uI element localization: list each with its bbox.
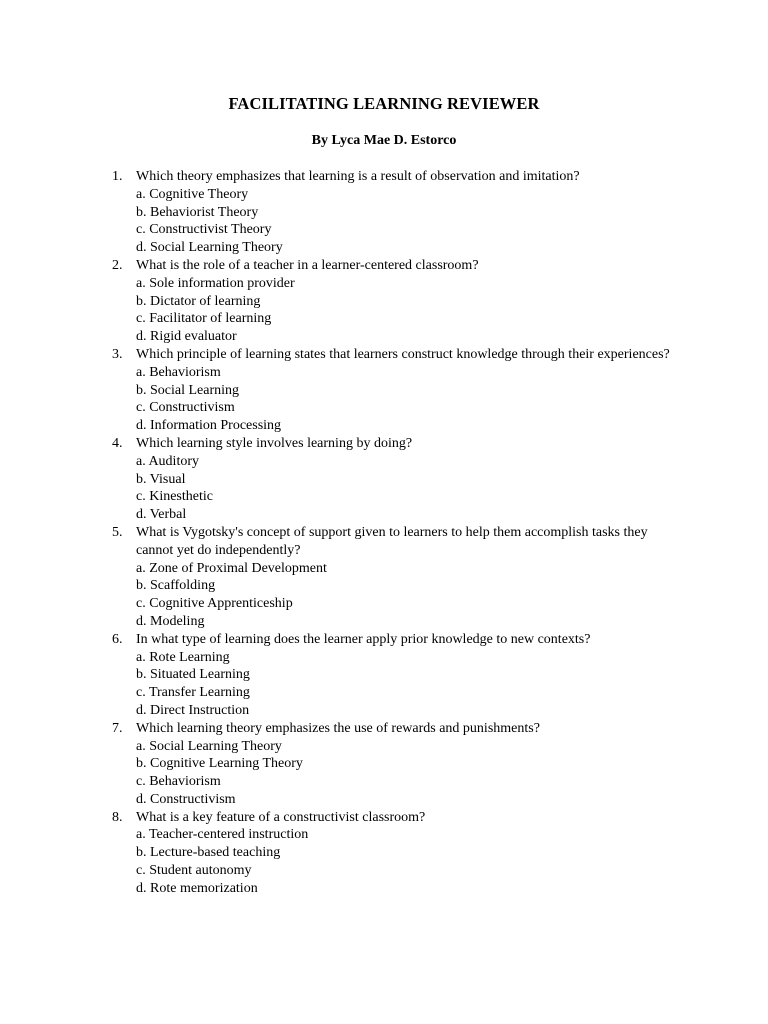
answer-option: d. Constructivism <box>136 791 236 807</box>
question-number: 3. <box>112 346 123 362</box>
answer-option: b. Cognitive Learning Theory <box>136 756 303 772</box>
question-list <box>110 168 670 898</box>
answer-option: b. Lecture-based teaching <box>136 845 281 861</box>
answer-option: a. Social Learning Theory <box>136 738 282 754</box>
answer-option: d. Rigid evaluator <box>136 329 237 345</box>
question-text: What is a key feature of a constructivist classroom? <box>136 809 426 825</box>
answer-option: a. Teacher-centered instruction <box>136 827 309 843</box>
question-text: What is Vygotsky's concept of support given to learners to help them accomplish tasks they cannot yet do independently? <box>136 524 648 558</box>
option-list <box>136 275 670 346</box>
answer-option: a. Cognitive Theory <box>136 186 249 202</box>
answer-option: b. Dictator of learning <box>136 293 261 309</box>
question-text: Which theory emphasizes that learning is a result of observation and imitation? <box>136 169 580 184</box>
question-number: 5. <box>112 524 123 540</box>
option-list <box>136 826 670 897</box>
question-item <box>110 720 670 809</box>
answer-option: a. Behaviorism <box>136 364 221 380</box>
question-text: What is the role of a teacher in a learner-centered classroom? <box>136 257 479 273</box>
answer-option: c. Behaviorism <box>136 774 221 790</box>
option-list <box>136 738 670 809</box>
question-text: Which principle of learning states that learners construct knowledge through their experiences? <box>136 346 670 362</box>
answer-option: d. Rote memorization <box>136 880 258 896</box>
answer-option: a. Sole information provider <box>136 275 295 291</box>
question-item <box>110 257 670 346</box>
option-list <box>136 186 670 257</box>
question-text: Which learning style involves learning by doing? <box>136 435 413 451</box>
option-list <box>136 649 670 720</box>
answer-option: b. Scaffolding <box>136 578 216 594</box>
answer-option: b. Behaviorist Theory <box>136 204 259 220</box>
answer-option: d. Verbal <box>136 507 187 523</box>
document-author: By Lyca Mae D. Estorco <box>311 133 457 148</box>
question-text: Which learning theory emphasizes the use of rewards and punishments? <box>136 720 540 736</box>
question-number: 1. <box>112 169 123 184</box>
option-list <box>136 453 670 524</box>
option-list <box>136 364 670 435</box>
answer-option: c. Facilitator of learning <box>136 311 272 327</box>
question-item <box>110 809 670 898</box>
option-list <box>136 560 670 631</box>
answer-option: b. Visual <box>136 471 186 487</box>
answer-option: d. Social Learning Theory <box>136 240 283 256</box>
answer-option: d. Information Processing <box>136 418 282 434</box>
question-text: In what type of learning does the learner apply prior knowledge to new contexts? <box>136 631 591 647</box>
question-item <box>110 631 670 720</box>
question-number: 2. <box>112 257 123 273</box>
question-item <box>110 524 670 631</box>
answer-option: d. Direct Instruction <box>136 702 250 718</box>
answer-option: c. Kinesthetic <box>136 489 213 505</box>
question-item <box>110 168 670 257</box>
question-item <box>110 435 670 524</box>
answer-option: b. Social Learning <box>136 382 240 398</box>
answer-option: a. Zone of Proximal Development <box>136 560 327 576</box>
question-number: 8. <box>112 809 123 825</box>
answer-option: c. Student autonomy <box>136 863 252 879</box>
answer-option: b. Situated Learning <box>136 667 250 683</box>
answer-option: a. Auditory <box>136 453 199 469</box>
answer-option: c. Constructivism <box>136 400 235 416</box>
answer-option: a. Rote Learning <box>136 649 230 665</box>
answer-option: c. Cognitive Apprenticeship <box>136 596 293 612</box>
answer-option: c. Constructivist Theory <box>136 222 272 238</box>
answer-option: c. Transfer Learning <box>136 685 250 701</box>
document-title: FACILITATING LEARNING REVIEWER <box>228 94 540 113</box>
question-item <box>110 346 670 435</box>
question-number: 6. <box>112 631 123 647</box>
question-number: 4. <box>112 435 123 451</box>
question-number: 7. <box>112 720 123 736</box>
answer-option: d. Modeling <box>136 613 205 629</box>
